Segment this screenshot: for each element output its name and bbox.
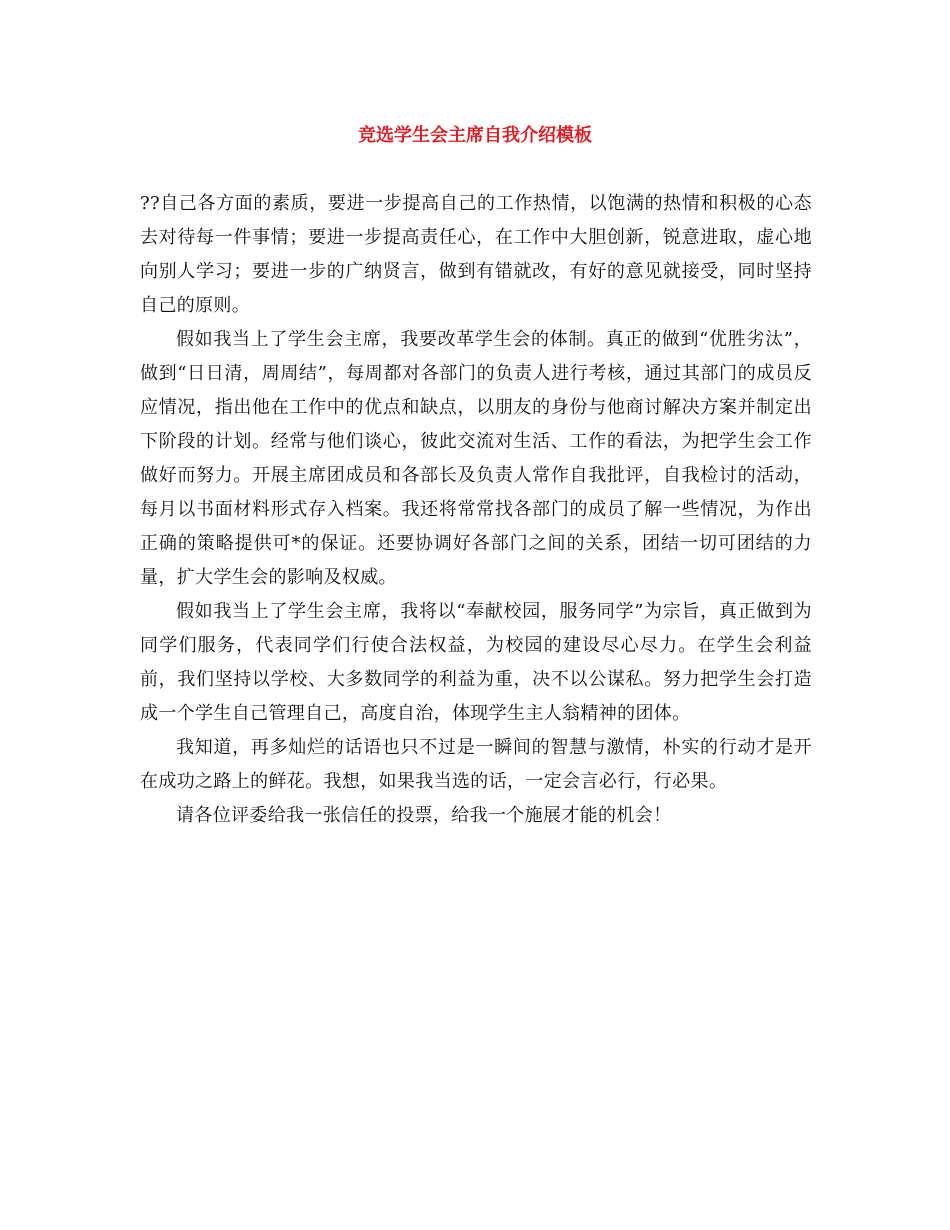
paragraph-2: 假如我当上了学生会主席，我要改革学生会的体制。真正的做到“优胜劣汰”，做到“日日清，周周结”，每周都对各部门的负责人进行考核，通过其部门的成员反应情况，指出他在工作中的优点和缺点，以朋友的身份与他商讨解决方案并制定出下阶段的计划。经常与他们谈心，彼此交流对生活、工作的看法，为把学生会工作做好而努力。开展主席团成员和各部长及负责人常作自我批评，自我检讨的活动，每月以书面材料形式存入档案。我还将常常找各部门的成员了解一些情况，为作出正确的策略提供可*的保证。还要协调好各部门之间的关系，团结一切可团结的力量，扩大学生会的影响及权威。 bbox=[140, 329, 812, 588]
paragraph-1: ??自己各方面的素质，要进一步提高自己的工作热情，以饱满的热情和积极的心态去对待每一件事情；要进一步提高责任心，在工作中大胆创新，锐意进取，虚心地向别人学习；要进一步的广纳贤言，做到有错就改，有好的意见就接受，同时坚持自己的原则。 bbox=[140, 193, 812, 316]
paragraph-4: 我知道，再多灿烂的话语也只不过是一瞬间的智慧与激情，朴实的行动才是开在成功之路上的鲜花。我想，如果我当选的话，一定会言必行，行必果。 bbox=[140, 737, 812, 792]
document-title: 竞选学生会主席自我介绍模板 bbox=[358, 125, 592, 146]
paragraph-3: 假如我当上了学生会主席，我将以“奉献校园，服务同学”为宗旨，真正做到为同学们服务，代表同学们行使合法权益，为校园的建设尽心尽力。在学生会利益前，我们坚持以学校、大多数同学的利益为重，决不以公谋私。努力把学生会打造成一个学生自己管理自己，高度自治，体现学生主人翁精神的团体。 bbox=[140, 601, 812, 724]
paragraph-5: 请各位评委给我一张信任的投票，给我一个施展才能的机会！ bbox=[176, 805, 672, 826]
document-body bbox=[140, 187, 812, 833]
